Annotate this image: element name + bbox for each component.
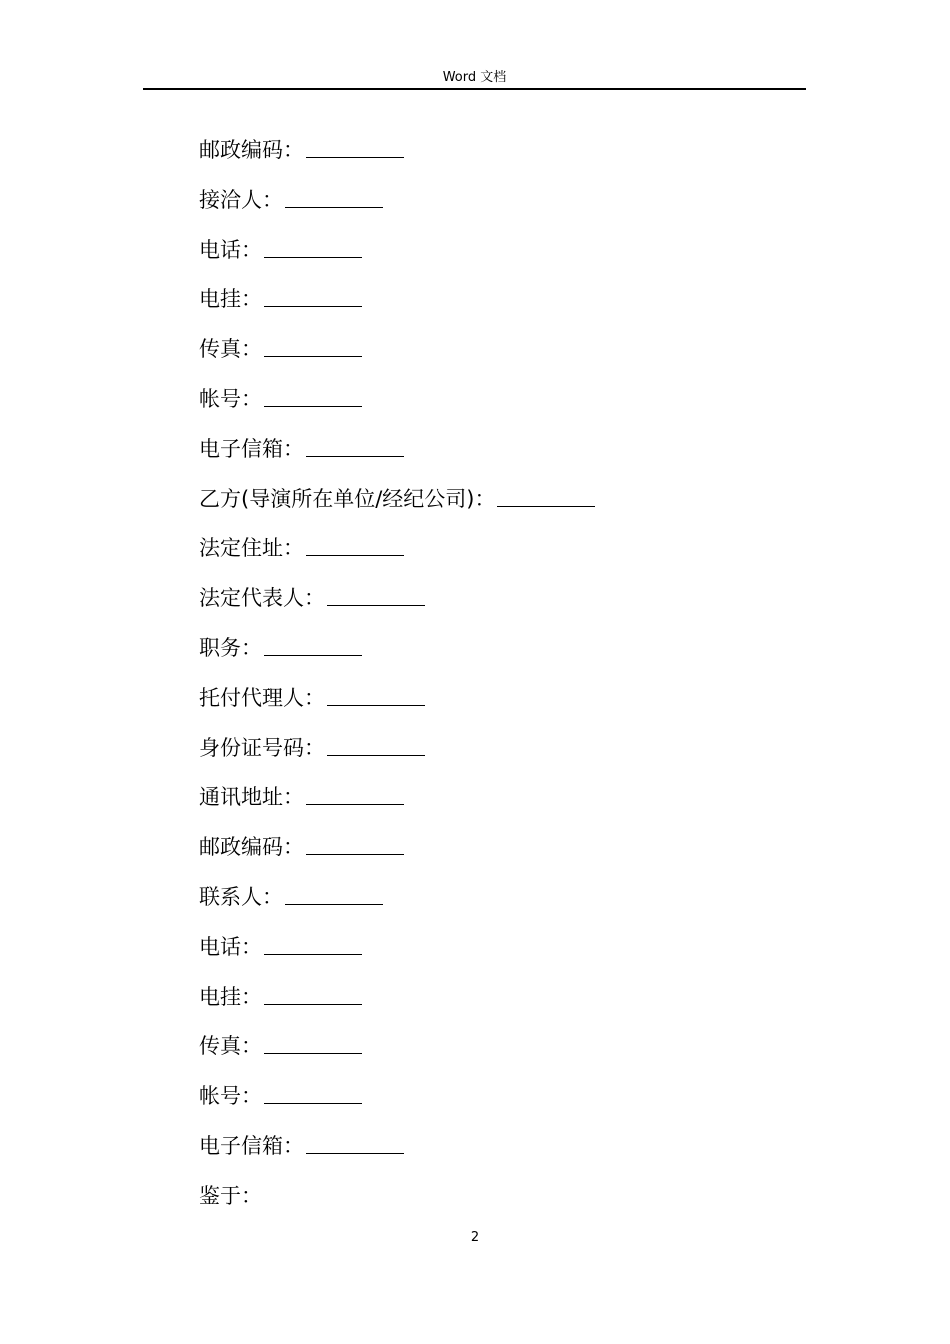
form-field-line — [199, 1131, 819, 1181]
fill-in-blank — [264, 1081, 362, 1104]
form-field-line — [199, 1181, 819, 1231]
form-field-line — [199, 185, 819, 235]
document-body — [199, 135, 819, 1231]
form-field-line — [199, 782, 819, 832]
fill-in-blank — [497, 484, 595, 507]
page-header-title: Word 文档 — [442, 70, 507, 85]
fill-in-blank — [264, 982, 362, 1005]
form-field-line — [199, 932, 819, 982]
page-header — [143, 66, 806, 90]
fill-in-blank — [285, 882, 383, 905]
field-label: 法定代表人： — [199, 586, 325, 611]
form-field-line — [199, 982, 819, 1032]
form-field-line — [199, 135, 819, 185]
fill-in-blank — [327, 733, 425, 756]
fill-in-blank — [264, 384, 362, 407]
field-label: 传真： — [199, 1034, 262, 1059]
fill-in-blank — [327, 683, 425, 706]
field-label: 电挂： — [199, 287, 262, 312]
fill-in-blank — [306, 1131, 404, 1154]
form-field-line — [199, 1031, 819, 1081]
field-label: 电子信箱： — [199, 1133, 304, 1158]
fill-in-blank — [264, 633, 362, 656]
field-label: 接洽人： — [199, 187, 283, 212]
form-field-line — [199, 882, 819, 932]
fill-in-blank — [306, 434, 404, 457]
fill-in-blank — [306, 135, 404, 158]
form-field-line — [199, 633, 819, 683]
form-field-line — [199, 484, 819, 534]
field-label: 帐号： — [199, 1084, 262, 1109]
fill-in-blank — [264, 284, 362, 307]
form-field-line — [199, 533, 819, 583]
field-label: 电话： — [199, 237, 262, 262]
form-field-line — [199, 683, 819, 733]
page-number: 2 — [470, 1230, 480, 1245]
field-label: 邮政编码： — [199, 138, 304, 162]
field-label: 电子信箱： — [199, 436, 304, 461]
form-field-line — [199, 235, 819, 285]
field-label: 电话： — [199, 934, 262, 959]
form-field-line — [199, 1081, 819, 1131]
fill-in-blank — [264, 932, 362, 955]
fill-in-blank — [264, 1031, 362, 1054]
form-field-line — [199, 284, 819, 334]
field-label: 职务： — [199, 635, 262, 660]
field-label: 鉴于： — [199, 1183, 262, 1208]
field-label: 传真： — [199, 337, 262, 362]
field-label: 联系人： — [199, 884, 283, 909]
field-label: 帐号： — [199, 386, 262, 411]
form-field-line — [199, 733, 819, 783]
fill-in-blank — [264, 235, 362, 258]
field-label: 乙方(导演所在单位/经纪公司)： — [199, 486, 496, 511]
form-field-line — [199, 583, 819, 633]
field-label: 邮政编码： — [199, 835, 304, 860]
form-field-line — [199, 832, 819, 882]
form-field-line — [199, 434, 819, 484]
fill-in-blank — [285, 185, 383, 208]
form-field-line — [199, 334, 819, 384]
field-label: 托付代理人： — [199, 685, 325, 710]
fill-in-blank — [327, 583, 425, 606]
fill-in-blank — [306, 782, 404, 805]
field-label: 电挂： — [199, 984, 262, 1009]
field-label: 身份证号码： — [199, 735, 325, 760]
form-field-line — [199, 384, 819, 434]
field-label: 法定住址： — [199, 536, 304, 561]
fill-in-blank — [306, 533, 404, 556]
field-label: 通讯地址： — [199, 785, 304, 810]
fill-in-blank — [264, 334, 362, 357]
fill-in-blank — [306, 832, 404, 855]
